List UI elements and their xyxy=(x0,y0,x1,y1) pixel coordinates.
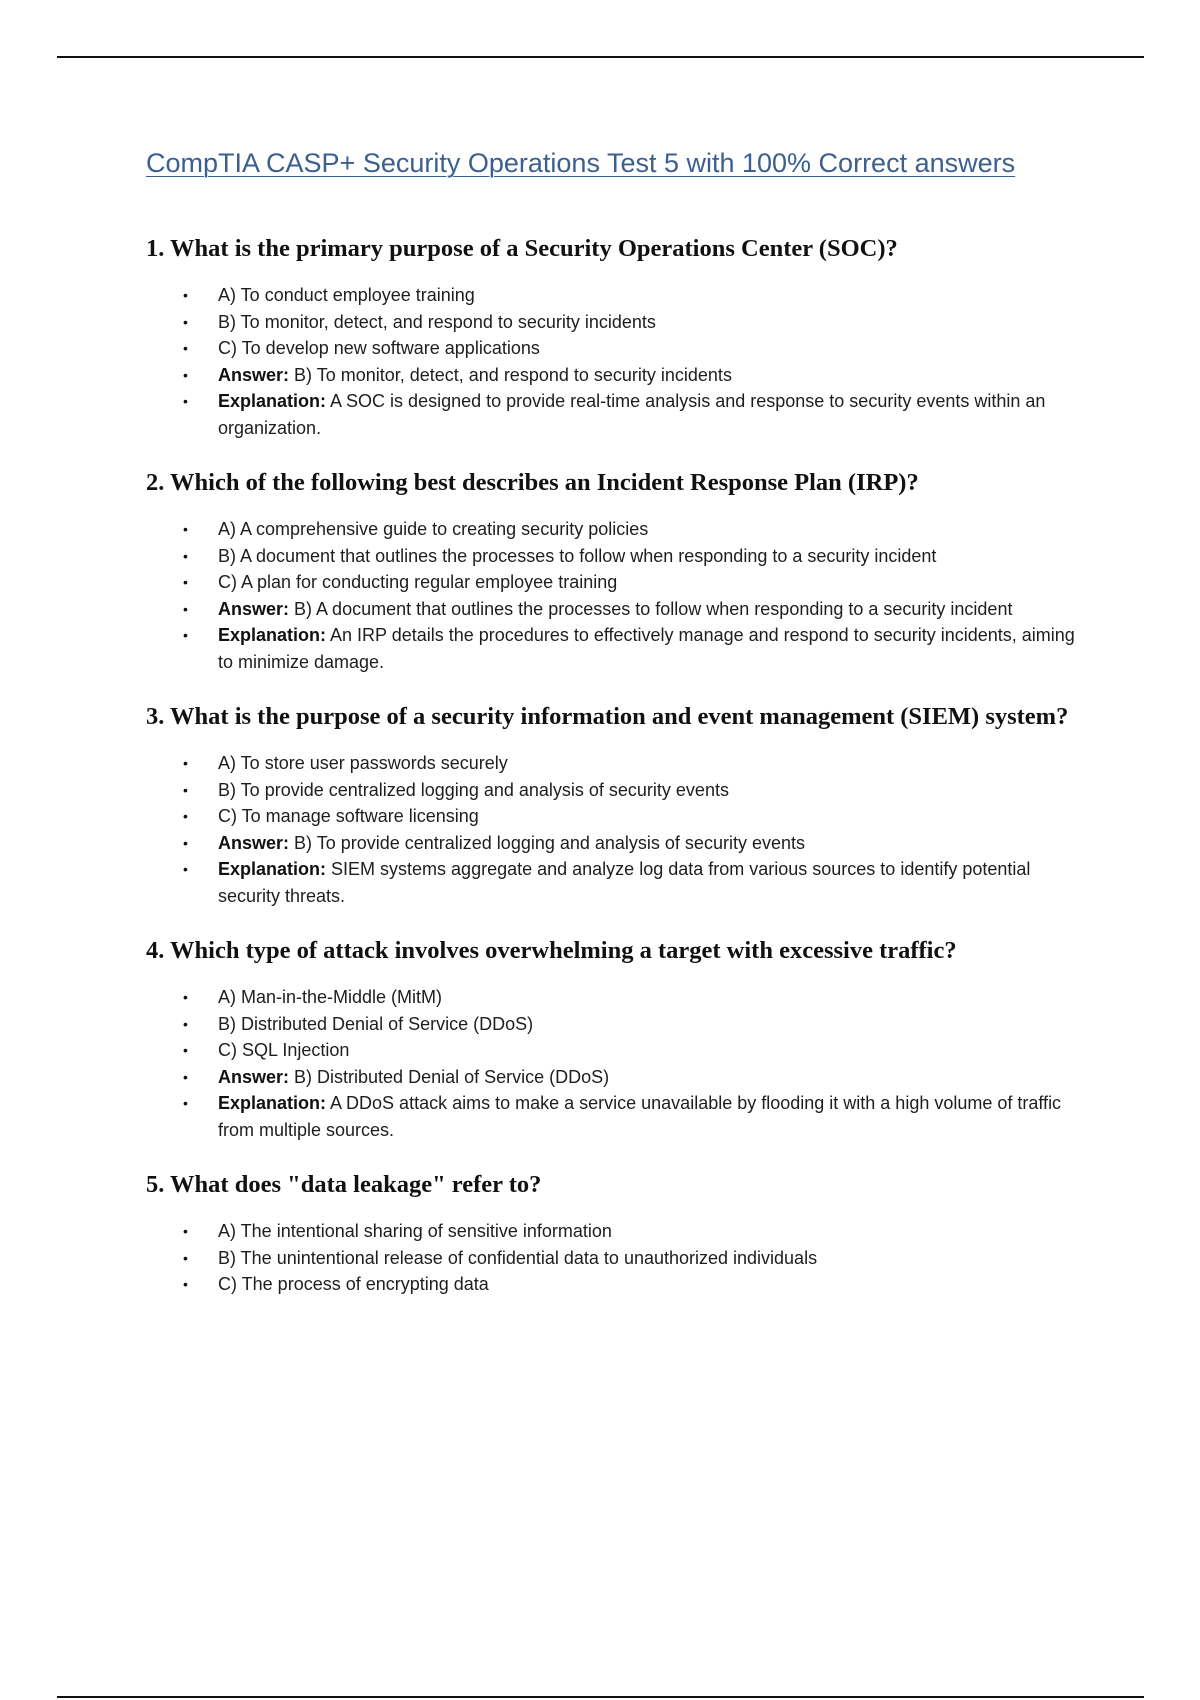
option-text: A) To conduct employee training xyxy=(218,285,475,306)
bullet-icon: • xyxy=(183,313,188,330)
bullet-icon: • xyxy=(183,1276,188,1293)
bullet-icon: • xyxy=(183,1068,188,1085)
answer-option xyxy=(183,543,1086,570)
answer-option xyxy=(183,1245,1086,1272)
option-list xyxy=(146,750,1086,909)
question-block xyxy=(146,467,1086,675)
explanation xyxy=(183,622,1086,675)
answer-option xyxy=(183,984,1086,1011)
bullet-icon: • xyxy=(183,574,188,591)
bullet-icon: • xyxy=(183,1223,188,1240)
answer-text: B) To monitor, detect, and respond to security incidents xyxy=(294,364,732,385)
bullet-icon: • xyxy=(183,808,188,825)
answer-option xyxy=(183,1271,1086,1298)
answer-label: Answer: xyxy=(218,598,290,619)
bullet-icon: • xyxy=(183,1249,188,1266)
answer-text: B) Distributed Denial of Service (DDoS) xyxy=(294,1066,610,1087)
answer-option xyxy=(183,1011,1086,1038)
option-text: B) To provide centralized logging and analysis of security events xyxy=(218,779,729,800)
bullet-icon: • xyxy=(183,781,188,798)
explanation xyxy=(183,856,1086,909)
bullet-icon: • xyxy=(183,834,188,851)
answer-option xyxy=(183,309,1086,336)
explanation-label: Explanation: xyxy=(218,625,327,646)
bullet-icon: • xyxy=(183,755,188,772)
answer-text: B) A document that outlines the processes to follow when responding to a security incident xyxy=(294,598,1013,619)
answer-option xyxy=(183,569,1086,596)
answer-option xyxy=(183,516,1086,543)
bullet-icon: • xyxy=(183,1015,188,1032)
option-text: B) The unintentional release of confidential data to unauthorized individuals xyxy=(218,1247,818,1268)
explanation xyxy=(183,388,1086,441)
explanation-text: A SOC is designed to provide real-time analysis and response to security events within an organization. xyxy=(218,391,1046,438)
question-block xyxy=(146,935,1086,1143)
explanation-label: Explanation: xyxy=(218,391,327,412)
option-list xyxy=(146,984,1086,1143)
option-text: C) SQL Injection xyxy=(218,1040,350,1061)
option-text: C) A plan for conducting regular employee training xyxy=(218,572,618,593)
document-title: CompTIA CASP+ Security Operations Test 5 with 100% Correct answers xyxy=(146,148,1016,178)
bullet-icon: • xyxy=(183,287,188,304)
document-body xyxy=(146,146,1086,1324)
explanation-label: Explanation: xyxy=(218,859,327,880)
question-block xyxy=(146,233,1086,441)
bullet-icon: • xyxy=(183,1095,188,1112)
answer-option xyxy=(183,335,1086,362)
answer-option xyxy=(183,803,1086,830)
question-heading: 4. Which type of attack involves overwhelming a target with excessive traffic? xyxy=(146,937,957,965)
answer-text: B) To provide centralized logging and analysis of security events xyxy=(294,832,805,853)
explanation xyxy=(183,1090,1086,1143)
correct-answer xyxy=(183,830,1086,857)
answer-label: Answer: xyxy=(218,364,290,385)
question-heading: 5. What does "data leakage" refer to? xyxy=(146,1171,542,1199)
bullet-icon: • xyxy=(183,366,188,383)
question-block xyxy=(146,1169,1086,1298)
bullet-icon: • xyxy=(183,627,188,644)
explanation-text: SIEM systems aggregate and analyze log data from various sources to identify potential security threats. xyxy=(218,859,1031,906)
option-text: C) To manage software licensing xyxy=(218,806,479,827)
correct-answer xyxy=(183,1064,1086,1091)
explanation-text: An IRP details the procedures to effectively manage and respond to security incidents, aiming to minimize damage. xyxy=(218,625,1075,672)
answer-option xyxy=(183,750,1086,777)
explanation-text: A DDoS attack aims to make a service unavailable by flooding it with a high volume of traffic from multiple sources. xyxy=(218,1093,1062,1140)
answer-option xyxy=(183,1218,1086,1245)
question-heading: 1. What is the primary purpose of a Security Operations Center (SOC)? xyxy=(146,235,898,263)
option-text: B) To monitor, detect, and respond to security incidents xyxy=(218,311,656,332)
bullet-icon: • xyxy=(183,1042,188,1059)
answer-label: Answer: xyxy=(218,1066,290,1087)
question-list xyxy=(146,233,1086,1298)
option-text: B) Distributed Denial of Service (DDoS) xyxy=(218,1013,534,1034)
bullet-icon: • xyxy=(183,393,188,410)
question-block xyxy=(146,701,1086,909)
option-text: A) To store user passwords securely xyxy=(218,753,508,774)
answer-label: Answer: xyxy=(218,832,290,853)
explanation-label: Explanation: xyxy=(218,1093,327,1114)
bullet-icon: • xyxy=(183,547,188,564)
option-text: C) The process of encrypting data xyxy=(218,1274,489,1295)
option-text: C) To develop new software applications xyxy=(218,338,540,359)
option-list xyxy=(146,516,1086,675)
correct-answer xyxy=(183,362,1086,389)
answer-option xyxy=(183,1037,1086,1064)
bullet-icon: • xyxy=(183,989,188,1006)
option-text: B) A document that outlines the processes to follow when responding to a security incident xyxy=(218,545,937,566)
question-heading: 3. What is the purpose of a security information and event management (SIEM) system? xyxy=(146,703,1069,731)
answer-option xyxy=(183,777,1086,804)
option-text: A) A comprehensive guide to creating security policies xyxy=(218,519,649,540)
option-list xyxy=(146,1218,1086,1298)
option-list xyxy=(146,282,1086,441)
option-text: A) Man-in-the-Middle (MitM) xyxy=(218,987,443,1008)
bullet-icon: • xyxy=(183,861,188,878)
answer-option xyxy=(183,282,1086,309)
correct-answer xyxy=(183,596,1086,623)
header-rule xyxy=(57,56,1144,58)
bullet-icon: • xyxy=(183,340,188,357)
question-heading: 2. Which of the following best describes an Incident Response Plan (IRP)? xyxy=(146,469,919,497)
option-text: A) The intentional sharing of sensitive information xyxy=(218,1221,612,1242)
bullet-icon: • xyxy=(183,521,188,538)
bullet-icon: • xyxy=(183,600,188,617)
footer-rule xyxy=(57,1696,1144,1698)
